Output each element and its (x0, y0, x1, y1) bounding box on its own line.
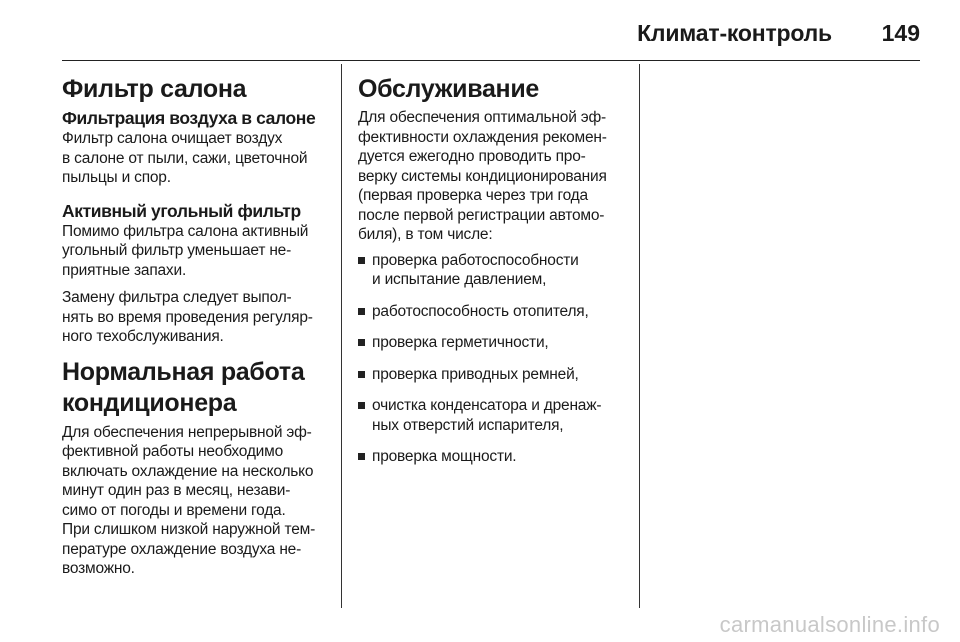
text-line: При слишком низкой наружной тем- (62, 521, 316, 538)
square-bullet-icon (358, 453, 365, 460)
square-bullet-icon (358, 402, 365, 409)
subsection-title: Фильтрация воздуха в салоне (62, 108, 316, 128)
section-title: Фильтр салона (62, 75, 247, 103)
text-line: и испытание давлением, (372, 271, 547, 288)
text-line: пыльцы и спор. (62, 169, 171, 186)
section-title (62, 357, 330, 419)
list-item (358, 396, 628, 435)
watermark: carmanualsonline.info (719, 612, 940, 637)
paragraph (62, 423, 330, 579)
text-line: Фильтр салона очищает воздух (62, 130, 283, 147)
text-line: после первой регистрации автомо- (358, 206, 605, 224)
text-line: очистка конденсатора и дренаж- (372, 397, 602, 414)
text-line: минут один раз в месяц, незави- (62, 482, 291, 499)
text-line: Замену фильтра следует выпол- (62, 289, 292, 306)
square-bullet-icon (358, 257, 365, 264)
text-line: фективной работы необходимо (62, 443, 284, 460)
list-item (358, 447, 628, 467)
text-line: приятные запахи. (62, 261, 187, 279)
text-line: ных отверстий испарителя, (372, 416, 564, 434)
square-bullet-icon (358, 339, 365, 346)
list-item (358, 302, 628, 322)
square-bullet-icon (358, 308, 365, 315)
section-title: Обслуживание (358, 75, 540, 103)
text-line: Для обеспечения оптимальной эф- (358, 109, 606, 126)
text-line: Для обеспечения непрерывной эф- (62, 423, 312, 441)
paragraph (62, 129, 330, 188)
text-line: симо от погоды и времени года. (62, 501, 286, 519)
text-line: пературе охлаждение воздуха не- (62, 540, 302, 558)
title-line: кондиционера (62, 388, 237, 417)
text-line: (первая проверка через три года (358, 187, 588, 204)
text-line: проверка мощности. (372, 448, 517, 465)
text-line: возможно. (62, 560, 135, 577)
square-bullet-icon (358, 371, 365, 378)
bullet-list (358, 251, 628, 467)
list-item (358, 365, 628, 385)
text-line: дуется ежегодно проводить про- (358, 148, 586, 165)
paragraph (62, 222, 330, 281)
text-line: проверка приводных ремней, (372, 365, 579, 383)
list-item (358, 333, 628, 353)
text-line: в салоне от пыли, сажи, цветочной (62, 149, 308, 167)
title-line: Нормальная работа (62, 357, 305, 386)
paragraph (62, 288, 330, 347)
column-divider (341, 64, 342, 608)
page-number: 149 (881, 20, 920, 46)
right-column (358, 74, 628, 479)
text-line: верку системы кондиционирования (358, 167, 607, 185)
text-line: угольный фильтр уменьшает не- (62, 242, 292, 259)
text-line: Помимо фильтра салона активный (62, 222, 309, 240)
text-line: проверка работоспособности (372, 251, 579, 269)
left-column (62, 74, 330, 579)
paragraph (358, 108, 628, 245)
chapter-title: Климат-контроль (637, 20, 832, 46)
text-line: фективности охлаждения рекомен- (358, 128, 607, 146)
text-line: работоспособность отопителя, (372, 302, 589, 320)
text-line: нять во время проведения регуляр- (62, 308, 313, 326)
page-header (62, 10, 920, 61)
text-line: проверка герметичности, (372, 334, 549, 351)
subsection-title: Активный угольный фильтр (62, 200, 301, 221)
text-line: включать охлаждение на несколько (62, 462, 314, 480)
text-line: биля), в том числе: (358, 226, 493, 243)
column-divider (639, 64, 640, 608)
text-line: ного техобслуживания. (62, 328, 224, 345)
list-item (358, 251, 628, 290)
